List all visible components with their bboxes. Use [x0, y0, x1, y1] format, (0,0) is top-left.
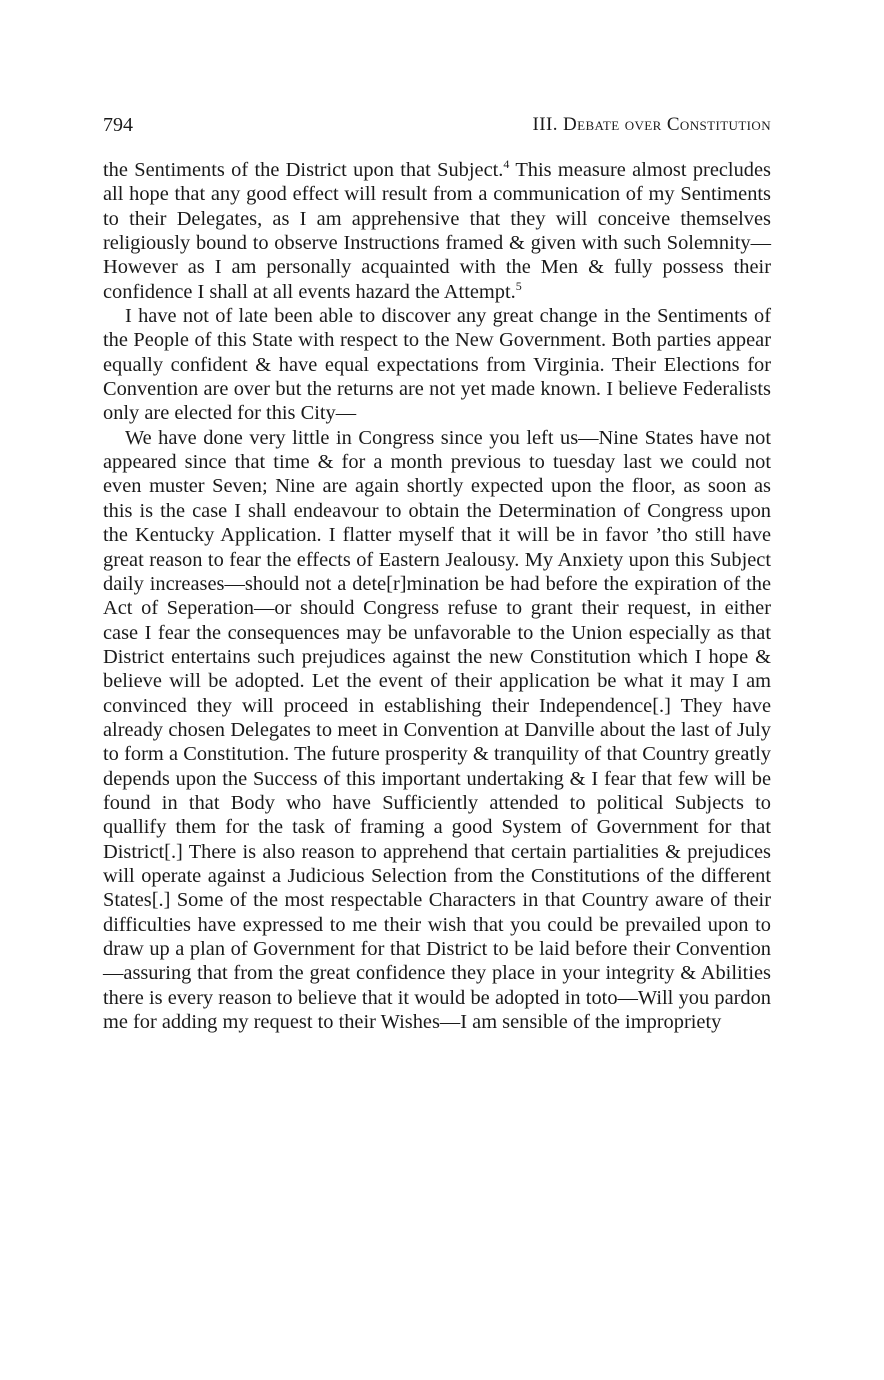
- letter-body: [103, 158, 771, 1034]
- paragraph-1-text-continued: This measure almost precludes all hope that any good effect will result from a communication of my Sentiments to their Delegates, as I am apprehensive that they will conceive themselves religiously bound to observe Instructions framed & given with such Solemnity—However as I am personally acquainted with the Men & fully possess their confidence I shall at all events hazard the Attempt.: [103, 159, 771, 303]
- document-page: [103, 110, 771, 1034]
- footnote-marker-4: 4: [503, 157, 510, 172]
- page-number: 794: [103, 114, 133, 136]
- paragraph-1-text: the Sentiments of the District upon that Subject.: [103, 159, 504, 181]
- footnote-marker-5: 5: [515, 278, 522, 293]
- paragraph-1: [103, 158, 771, 304]
- section-title: III. Debate over Constitution: [532, 114, 771, 135]
- running-head: [103, 110, 771, 140]
- paragraph-3: We have done very little in Congress since you left us—Nine States have not appeared since that time & for a month previous to tuesday last we could not even muster Seven; Nine are again shortly expected upon the floor, as soon as this is the case I shall endeavour to obtain the Determination of Congress upon the Kentucky Application. I flatter myself that it will be in favor ’tho still have great reason to fear the effects of Eastern Jealousy. My Anxiety upon this Subject daily increases—should not a dete[r]mination be had before the expiration of the Act of Seperation—or should Congress refuse to grant their request, in either case I fear the consequences may be unfavorable to the Union especially as that District entertains such prejudices against the new Constitution which I hope & believe will be adopted. Let the event of their application be what it may I am convinced they will proceed in establishing their Independence[.] They have already chosen Delegates to meet in Convention at Danville about the last of July to form a Constitution. The future prosperity & tranquility of that Country greatly depends upon the Success of this important undertaking & I fear that few will be found in that Body who have Sufficiently attended to political Subjects to quallify them for the task of framing a good System of Government for that District[.] There is also reason to apprehend that certain partialities & prejudices will operate against a Judicious Selection from the Constitutions of the different States[.] Some of the most respectable Characters in that Country aware of their difficulties have expressed to me their wish that you could be prevailed upon to draw up a plan of Government for that District to be laid before their Convention—assuring that from the great confidence they place in your integrity & Abilities there is every reason to believe that it would be adopted in toto—Will you pardon me for adding my request to their Wishes—I am sensible of the impropriety: [103, 426, 771, 1034]
- paragraph-2: I have not of late been able to discover any great change in the Sentiments of the People of this State with respect to the New Government. Both parties appear equally confident & have equal expectations from Virginia. Their Elections for Convention are over but the returns are not yet made known. I believe Federalists only are elected for this City—: [103, 305, 771, 425]
